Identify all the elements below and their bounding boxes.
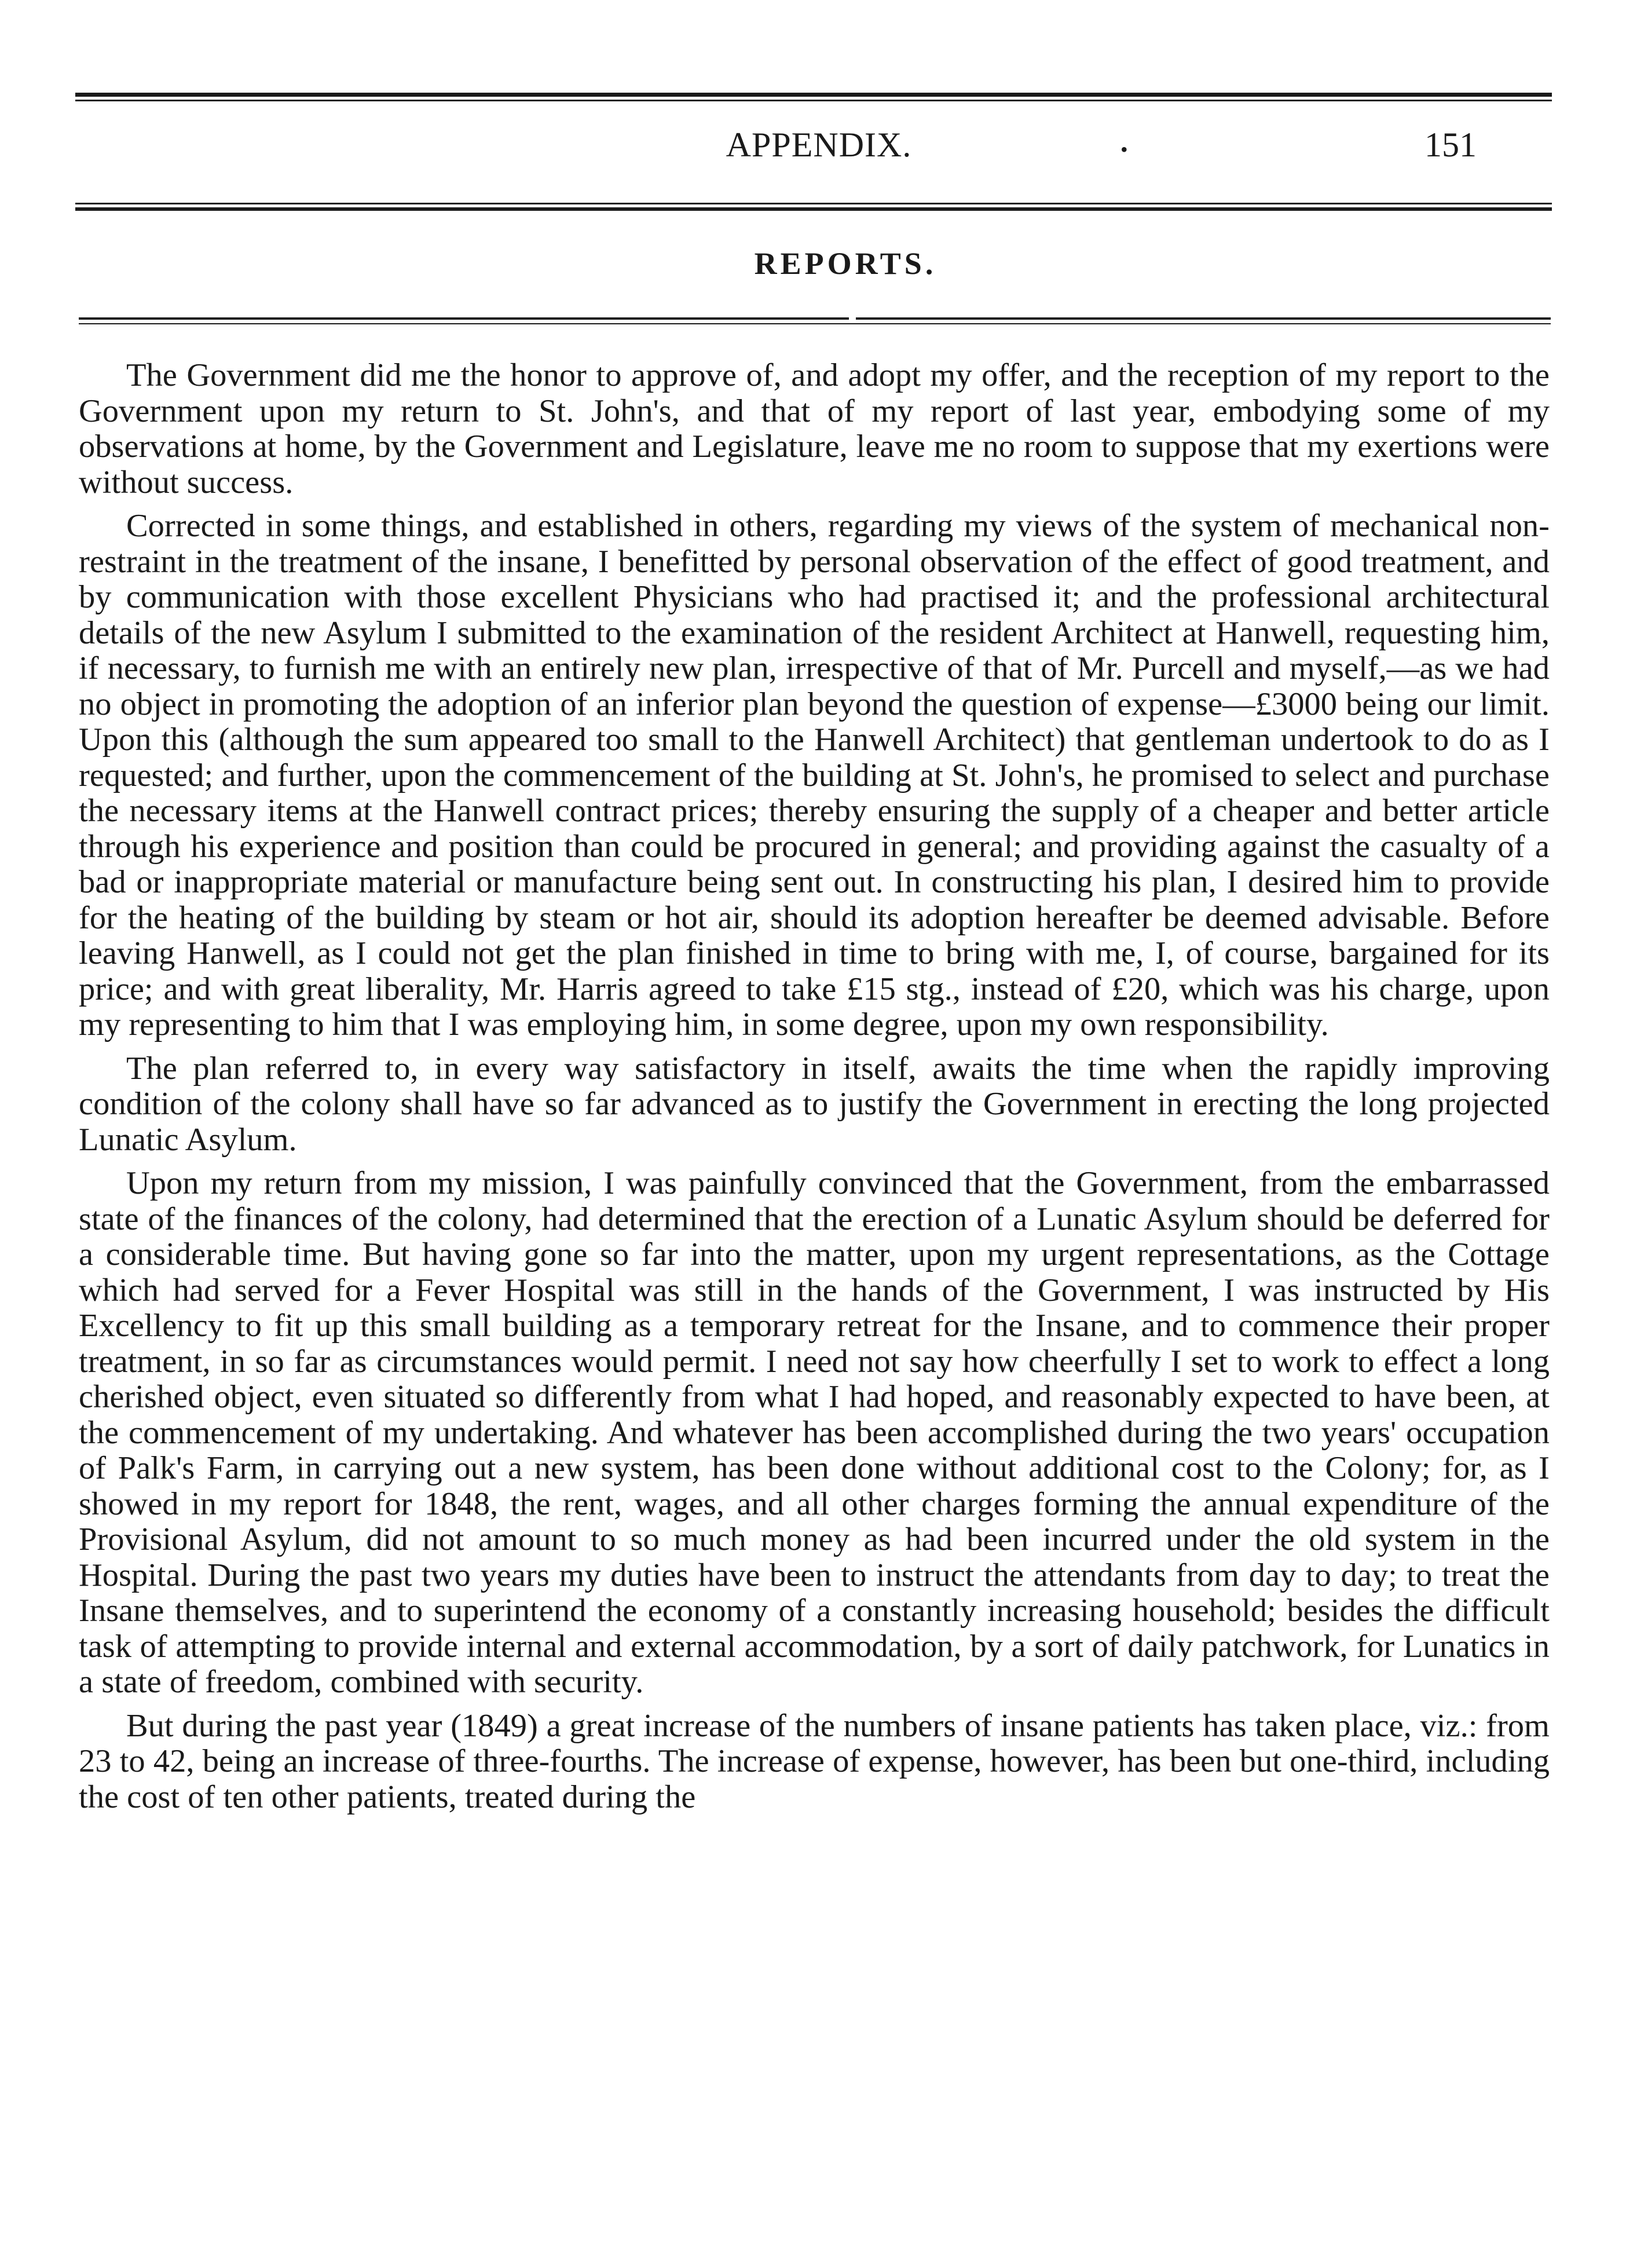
paragraph-4: Upon my return from my mission, I was painfully convinced that the Government, from the embarrassed state of the finances of the colony, had determined that the erection of a Lunatic Asylum should be deferred for a considerable time. But having gone so far into the matter, upon my urgent representations, as the Cottage which had served for a Fever Hospital was still in the hands of the Government, I was instructed by His Excellency to fit up this small building as a temporary retreat for the Insane, and to commence their proper treatment, in so far as circumstances would permit. I need not say how cheerfully I set to work to effect a long cherished object, even situated so differently from what I had hoped, and reasonably expected to have been, at the commencement of my undertaking. And whatever has been accomplished during the two years' occupation of Palk's Farm, in carrying out a new system, has been done without additional cost to the Colony; for, as I showed in my report for 1848, the rent, wages, and all other charges forming the annual expenditure of the Provisional Asylum, did not amount to so much money as had been incurred under the old system in the Hospital. During the past two years my duties have been to instruct the attendants from day to day; to treat the Insane themselves, and to superintend the economy of a constantly increasing household; besides the difficult task of attempting to provide internal and external accommodation, by a sort of daily patchwork, for Lunatics in a state of freedom, combined with security. [79,1165,1550,1700]
section-rule-left [79,317,849,320]
section-rule-under [79,323,1551,324]
paragraph-1: The Government did me the honor to approve of, and adopt my offer, and the reception of my report to the Government upon my return to St. John's, and that of my report of last year, embodying some of my observations at home, by the Government and Legislature, leave me no room to suppose that my exertions were without success. [79,357,1550,500]
section-title: REPORTS. [754,246,937,281]
header-bullet: • [1120,138,1128,161]
section-rule-right [856,317,1551,320]
paragraph-3: The plan referred to, in every way satisfactory in itself, awaits the time when the rapidly improving condition of the colony shall have so far advanced as to justify the Government in erecting the long projected Lunatic Asylum. [79,1050,1550,1158]
running-head: APPENDIX. [726,126,912,164]
paragraph-2: Corrected in some things, and established in others, regarding my views of the system of mechanical non-restraint in the treatment of the insane, I benefitted by personal observation of the effect of good treatment, and by communication with those excellent Physicians who had practised it; and the professional architectural details of the new Asylum I submitted to the examination of the resident Architect at Hanwell, requesting him, if necessary, to furnish me with an entirely new plan, irrespective of that of Mr. Purcell and myself,—as we had no object in promoting the adoption of an inferior plan beyond the question of expense—£3000 being our limit. Upon this (although the sum appeared too small to the Hanwell Architect) that gentleman undertook to do as I requested; and further, upon the commencement of the building at St. John's, he promised to select and purchase the necessary items at the Hanwell contract prices; thereby ensuring the supply of a cheaper and better article through his experience and position than could be procured in general; and providing against the casualty of a bad or inappropriate material or manufacture being sent out. In constructing his plan, I desired him to provide for the heating of the building by steam or hot air, should its adoption hereafter be deemed advisable. Before leaving Hanwell, as I could not get the plan finished in time to bring with me, I, of course, bargained for its price; and with great liberality, Mr. Harris agreed to take £15 stg., instead of £20, which was his charge, upon my representing to him that I was employing him, in some degree, upon my own responsibility. [79,508,1550,1042]
header-top-rule-thick [75,93,1552,97]
header-bottom-rule-thick [75,207,1552,211]
body-text [79,358,1550,1823]
header-top-rule-thin [75,100,1552,101]
header-bottom-rule-thin [75,203,1552,204]
page-number: 151 [1424,126,1477,164]
paragraph-5: But during the past year (1849) a great increase of the numbers of insane patients has taken place, viz.: from 23 to 42, being an increase of three-fourths. The increase of expense, however, has been but one-third, including the cost of ten other patients, treated during the [79,1707,1550,1815]
